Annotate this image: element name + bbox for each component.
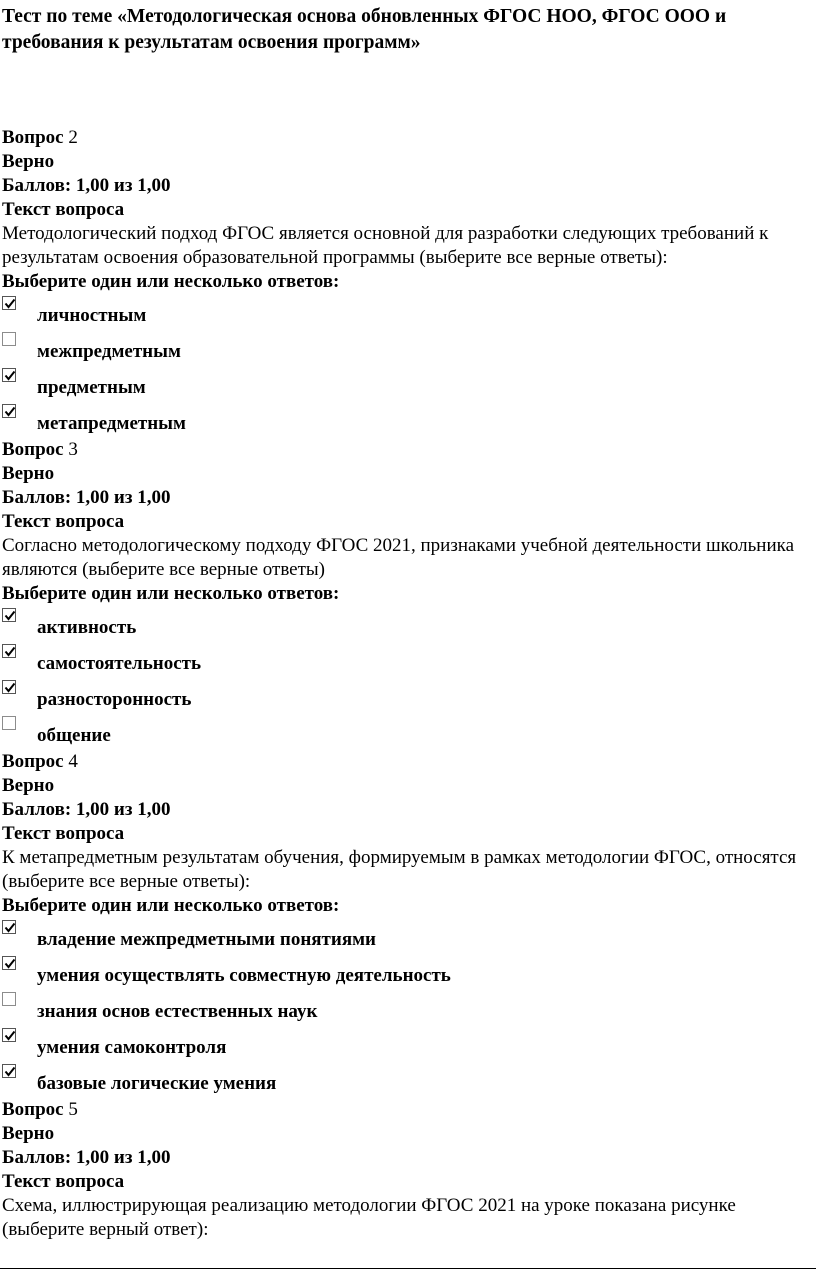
answer-option-label: самостоятельность: [37, 653, 202, 674]
question-text: К метапредметным результатам обучения, формируемым в рамках методологии ФГОС, относятся (выберите все верные ответы):: [2, 847, 797, 892]
answer-option[interactable]: [2, 366, 816, 402]
question-heading: [2, 1098, 816, 1122]
checkbox-unchecked-icon[interactable]: [2, 992, 16, 1006]
answer-option[interactable]: [2, 990, 816, 1026]
question-score: Баллов: 1,00 из 1,00: [2, 175, 171, 196]
answer-option-label: умения осуществлять совместную деятельность: [37, 965, 451, 986]
question-label: Вопрос: [2, 1099, 64, 1120]
answer-prompt: Выберите один или несколько ответов:: [2, 271, 340, 292]
answer-option[interactable]: [2, 642, 816, 678]
answer-option-label: базовые логические умения: [37, 1073, 277, 1094]
question-status: Верно: [2, 463, 55, 484]
question-text-label: Текст вопроса: [2, 1171, 125, 1192]
answer-option[interactable]: [2, 1062, 816, 1098]
document-title: Тест по теме «Методологическая основа обновленных ФГОС НОО, ФГОС ООО и требования к результатам освоения программ»: [2, 6, 727, 53]
answer-option[interactable]: [2, 330, 816, 366]
title-spacer: [2, 56, 816, 126]
question-score: Баллов: 1,00 из 1,00: [2, 799, 171, 820]
question-score: Баллов: 1,00 из 1,00: [2, 487, 171, 508]
answer-prompt: Выберите один или несколько ответов:: [2, 583, 340, 604]
answer-option-label: метапредметным: [37, 413, 186, 434]
question-text-label: Текст вопроса: [2, 199, 125, 220]
answer-option[interactable]: [2, 402, 816, 438]
question-heading: [2, 126, 816, 150]
answer-option[interactable]: [2, 714, 816, 750]
question-text: Согласно методологическому подходу ФГОС 2021, признаками учебной деятельности школьника являются (выберите все верные ответы): [2, 535, 795, 580]
question-number: 2: [68, 127, 78, 148]
checkbox-unchecked-icon[interactable]: [2, 716, 16, 730]
answer-option-label: умения самоконтроля: [37, 1037, 227, 1058]
answer-option-label: предметным: [37, 377, 146, 398]
answer-prompt: Выберите один или несколько ответов:: [2, 895, 340, 916]
answer-option[interactable]: [2, 1026, 816, 1062]
checkbox-checked-icon[interactable]: [2, 956, 16, 970]
checkbox-checked-icon[interactable]: [2, 1064, 16, 1078]
question-status: Верно: [2, 775, 55, 796]
checkbox-unchecked-icon[interactable]: [2, 332, 16, 346]
question-text: Методологический подход ФГОС является основной для разработки следующих требований к результатам освоения образовательной программы (выберите все верные ответы):: [2, 223, 769, 268]
answer-option[interactable]: [2, 918, 816, 954]
question-number: 5: [68, 1099, 78, 1120]
checkbox-checked-icon[interactable]: [2, 608, 16, 622]
checkbox-checked-icon[interactable]: [2, 920, 16, 934]
document-page: [0, 4, 816, 1242]
answer-option-label: активность: [37, 617, 137, 638]
question-label: Вопрос: [2, 127, 64, 148]
question-number: 3: [68, 439, 78, 460]
checkbox-checked-icon[interactable]: [2, 1028, 16, 1042]
checkbox-checked-icon[interactable]: [2, 404, 16, 418]
answer-option[interactable]: [2, 954, 816, 990]
question-block-4: [2, 750, 816, 1098]
question-label: Вопрос: [2, 751, 64, 772]
question-block-5: [2, 1098, 816, 1242]
answer-option-label: межпредметным: [37, 341, 181, 362]
answer-option-label: личностным: [37, 305, 147, 326]
question-heading: [2, 438, 816, 462]
checkbox-checked-icon[interactable]: [2, 680, 16, 694]
question-score: Баллов: 1,00 из 1,00: [2, 1147, 171, 1168]
answer-option-label: общение: [37, 725, 111, 746]
answer-option[interactable]: [2, 606, 816, 642]
question-status: Верно: [2, 151, 55, 172]
answer-option-label: разносторонность: [37, 689, 192, 710]
question-label: Вопрос: [2, 439, 64, 460]
checkbox-checked-icon[interactable]: [2, 368, 16, 382]
answer-option[interactable]: [2, 294, 816, 330]
page-bottom-divider: [0, 1268, 816, 1269]
answer-option-label: владение межпредметными понятиями: [37, 929, 377, 950]
checkbox-checked-icon[interactable]: [2, 644, 16, 658]
question-text: Схема, иллюстрирующая реализацию методологии ФГОС 2021 на уроке показана рисунке (выберите верный ответ):: [2, 1195, 736, 1240]
answer-option-label: знания основ естественных наук: [37, 1001, 318, 1022]
question-heading: [2, 750, 816, 774]
answer-option[interactable]: [2, 678, 816, 714]
checkbox-checked-icon[interactable]: [2, 296, 16, 310]
question-number: 4: [68, 751, 78, 772]
question-text-label: Текст вопроса: [2, 511, 125, 532]
question-text-label: Текст вопроса: [2, 823, 125, 844]
question-block-2: [2, 126, 816, 438]
question-status: Верно: [2, 1123, 55, 1144]
question-block-3: [2, 438, 816, 750]
